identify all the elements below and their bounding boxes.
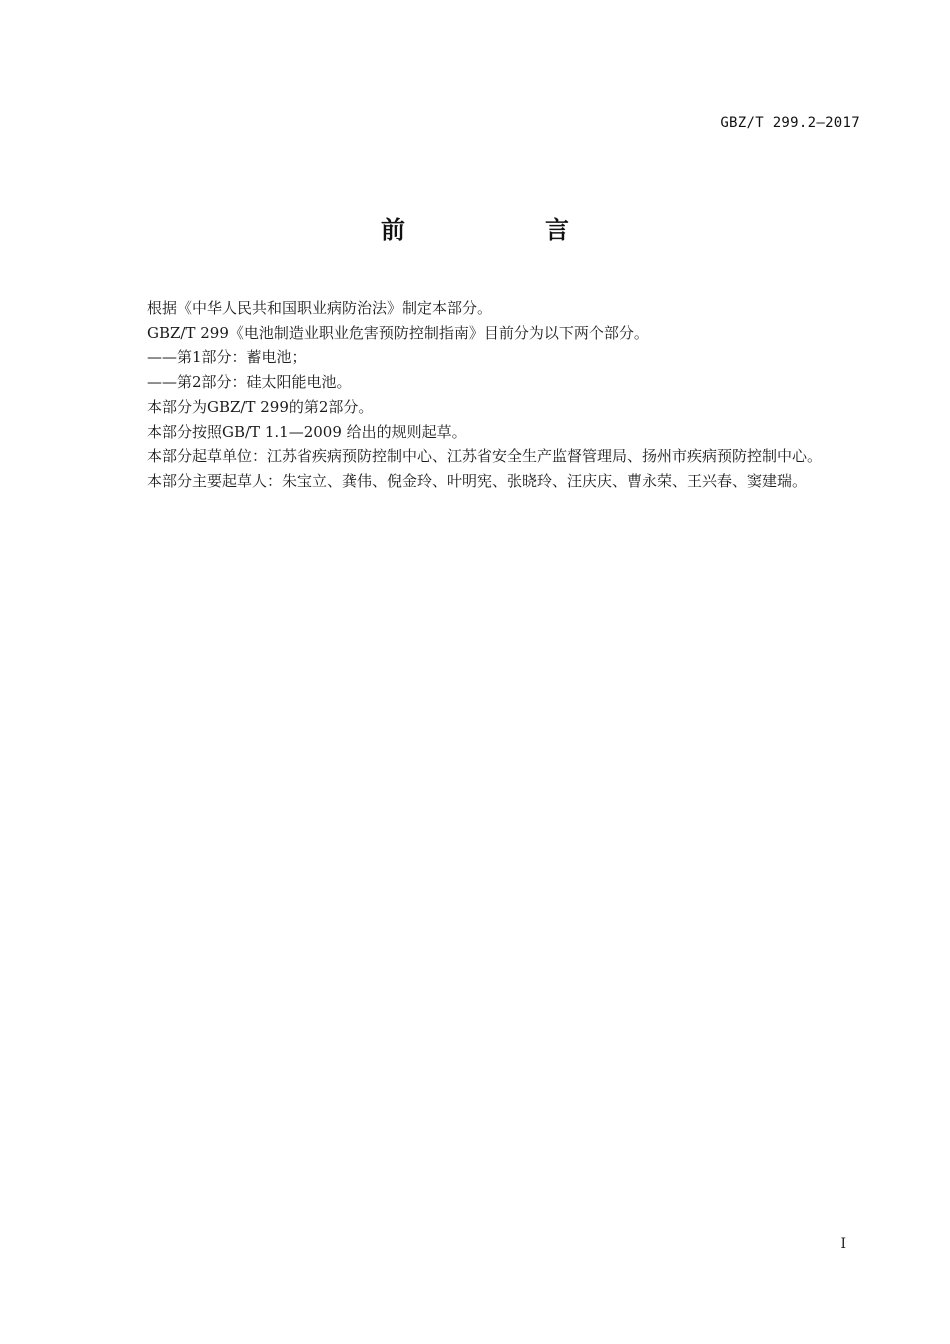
- paragraph-legal-basis: 根据《中华人民共和国职业病防治法》制定本部分。: [147, 299, 493, 317]
- preface-body: [115, 296, 860, 494]
- paragraph-this-part: 本部分为GBZ/T 299的第2部分。: [147, 397, 374, 416]
- paragraph-drafters: 本部分主要起草人：朱宝立、龚伟、倪金玲、叶明宪、张晓玲、汪庆庆、曹永荣、王兴春、窦建瑞。: [147, 471, 808, 490]
- paragraph-drafting-rules: 本部分按照GB/T 1.1—2009 给出的规则起草。: [147, 422, 467, 441]
- paragraph-part-1: ——第1部分：蓄电池；: [147, 348, 307, 367]
- page-number: I: [840, 1236, 846, 1252]
- page-title: 前 言: [381, 216, 627, 244]
- standard-code: GBZ/T 299.2—2017: [720, 115, 860, 131]
- paragraph-part-2: ——第2部分：硅太阳能电池。: [147, 373, 352, 392]
- paragraph-structure: GBZ/T 299《电池制造业职业危害预防控制指南》目前分为以下两个部分。: [147, 323, 649, 342]
- paragraph-drafting-units: 本部分起草单位：江苏省疾病预防控制中心、江苏省安全生产监督管理局、扬州市疾病预防控制中心。: [147, 447, 823, 466]
